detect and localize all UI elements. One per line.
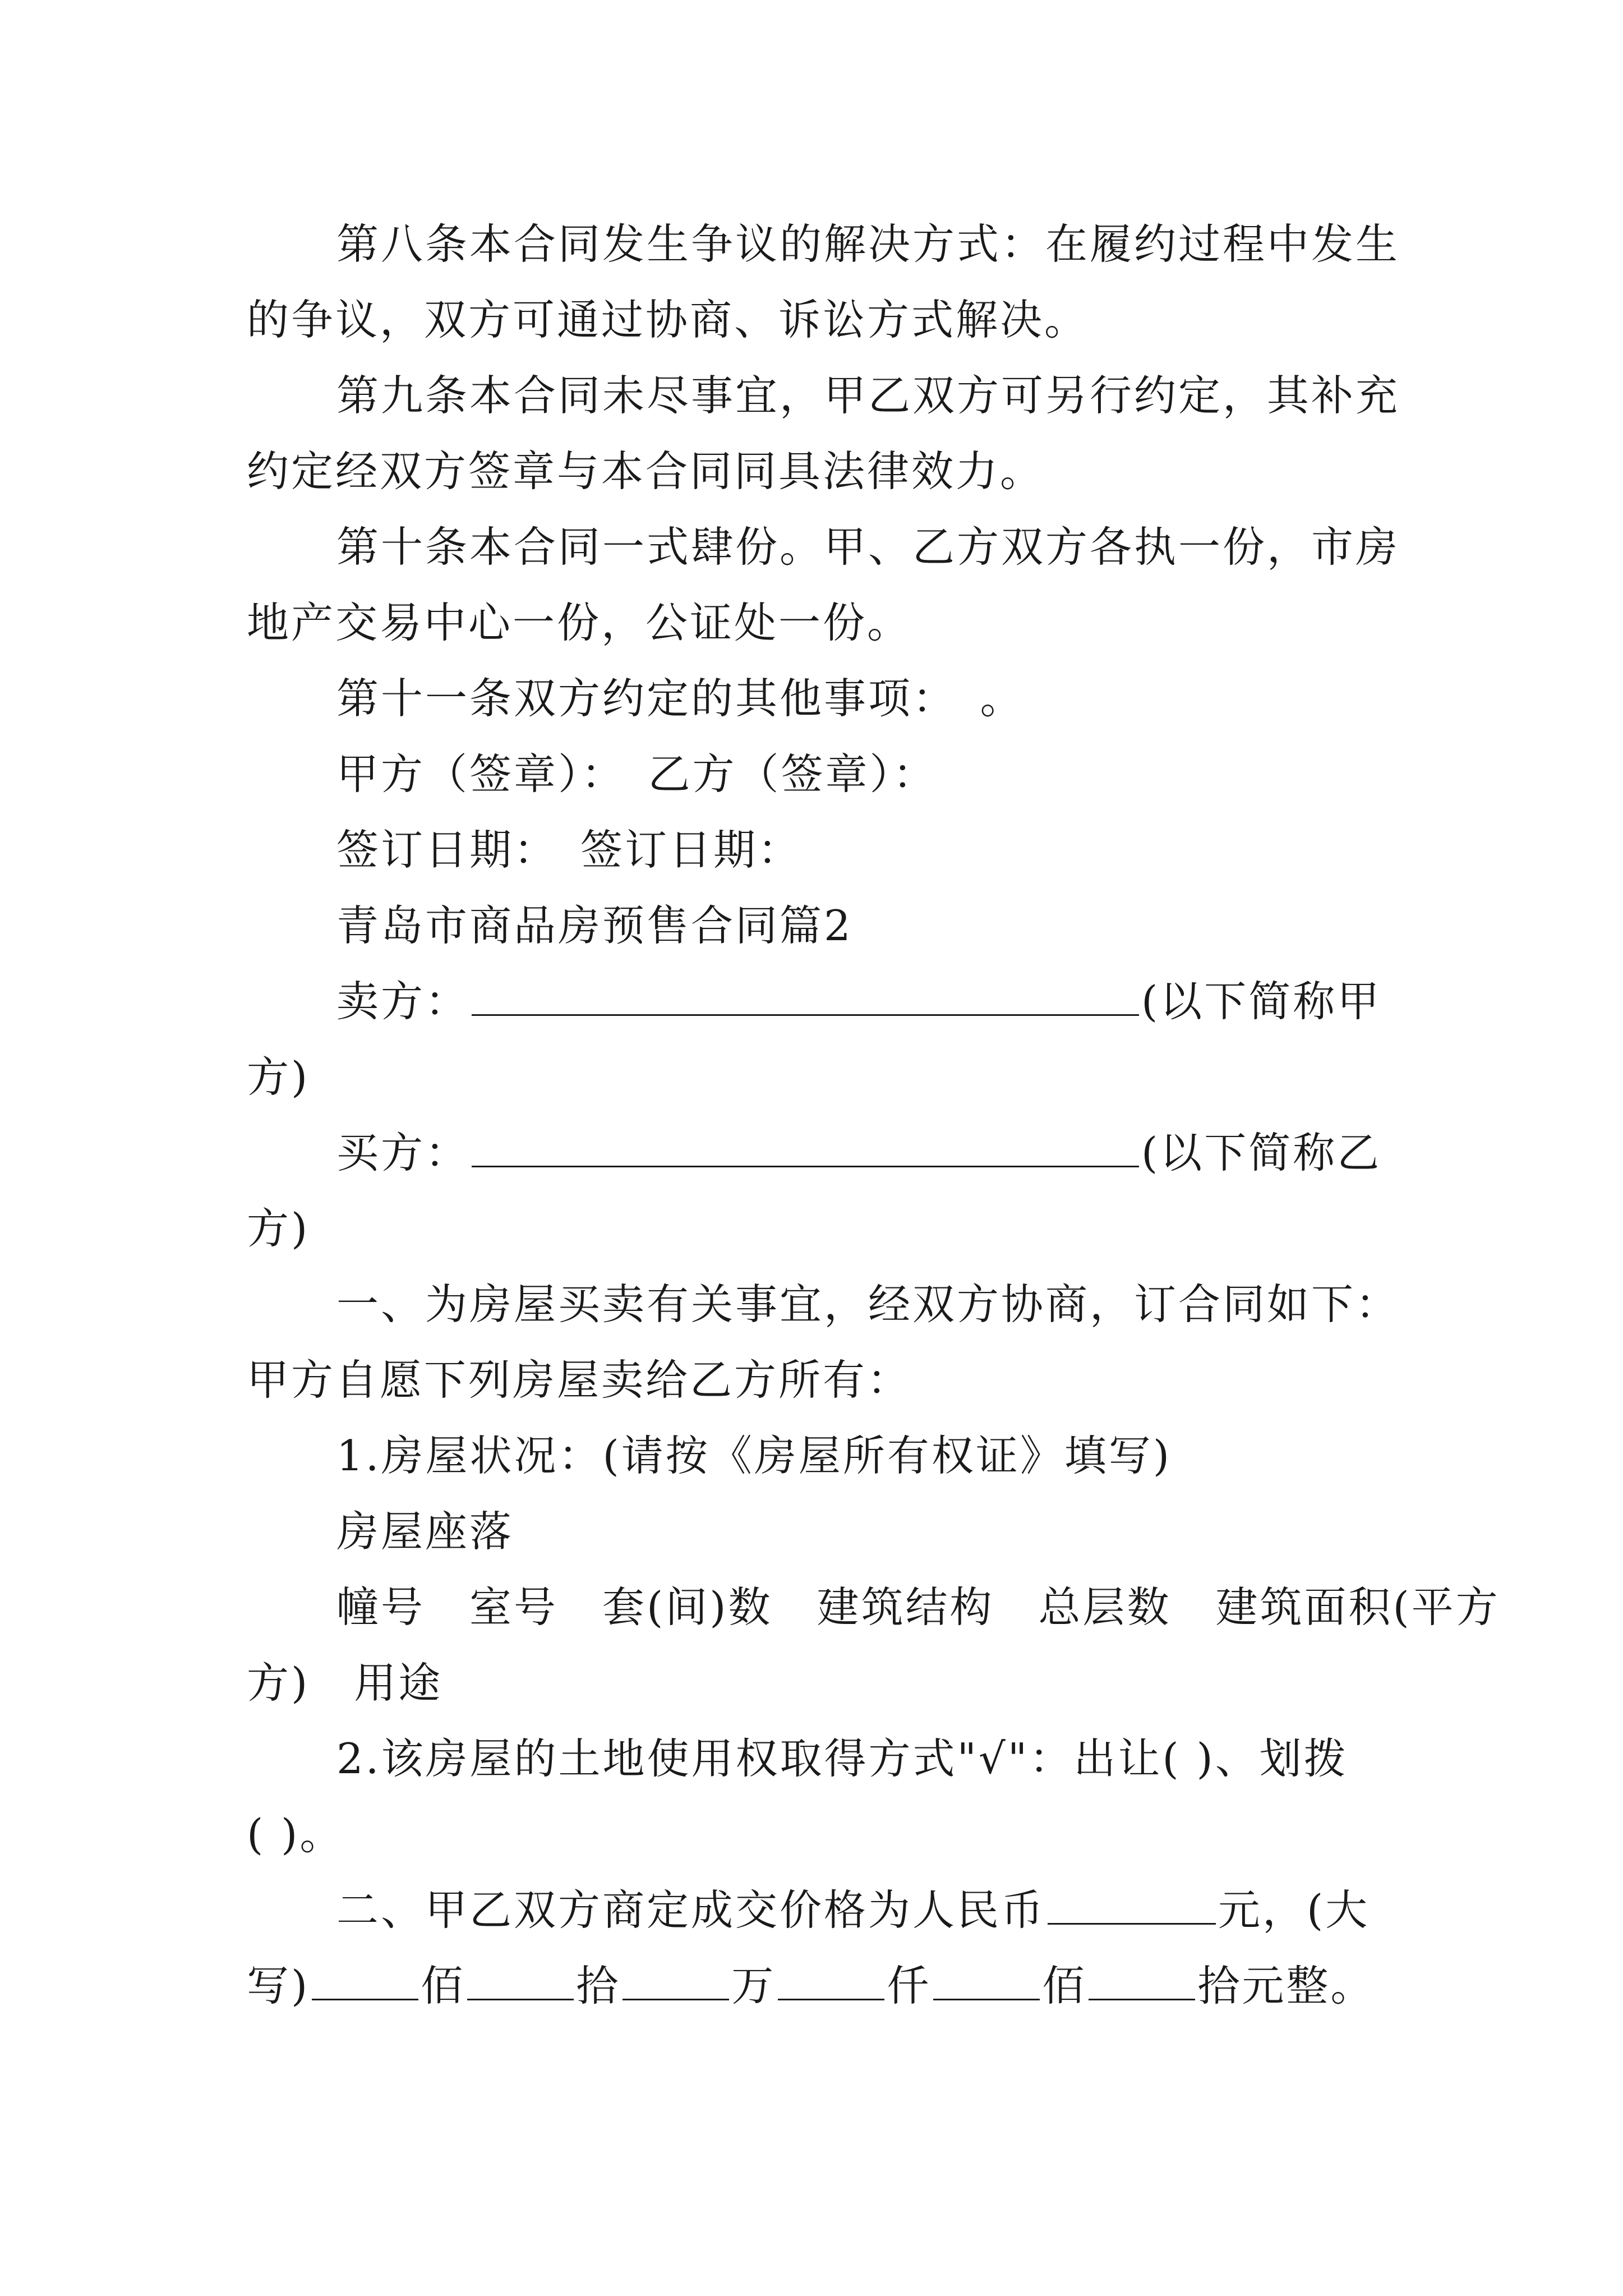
party-a-signature-label: 甲方（签章）： — [336, 749, 626, 799]
signature-line — [336, 746, 937, 802]
seller-line — [336, 973, 1381, 1029]
price-blank — [1048, 1883, 1216, 1925]
house-location-line: 房屋座落 — [336, 1507, 514, 1556]
seller-blank — [472, 974, 1139, 1016]
seller-label: 卖方： — [336, 977, 470, 1026]
unit-label-6: 拾元整。 — [1197, 1961, 1375, 2010]
seller-alias: (以下简称甲 — [1141, 977, 1382, 1026]
clause-11-line: 第十一条双方约定的其他事项： 。 — [336, 674, 1025, 723]
amount-blank-3 — [623, 1958, 729, 2000]
article-1-line-2: 甲方自愿下列房屋卖给乙方所有： — [247, 1355, 912, 1405]
buyer-label: 买方： — [336, 1128, 470, 1177]
clause-8-line-1: 第八条本合同发生争议的解决方式：在履约过程中发生 — [336, 219, 1400, 269]
seller-line-end: 方) — [247, 1052, 310, 1102]
clause-8-line-2: 的争议，双方可通过协商、诉讼方式解决。 — [247, 295, 1089, 344]
buyer-alias: (以下简称乙 — [1141, 1128, 1382, 1177]
house-fields-line-2: 方) 用途 — [247, 1658, 443, 1708]
amount-blank-6 — [1089, 1958, 1195, 2000]
party-b-sign-date-label: 签订日期： — [580, 825, 803, 875]
article-2-line-2 — [247, 1958, 1375, 2014]
land-use-line-2: ( )。 — [247, 1810, 344, 1859]
house-status-line: 1.房屋状况：(请按《房屋所有权证》填写) — [336, 1431, 1172, 1480]
sign-date-line — [336, 822, 802, 878]
unit-label-1: 佰 — [421, 1961, 465, 2010]
unit-label-2: 拾 — [576, 1961, 621, 2010]
clause-10-line-2: 地产交易中心一份，公证处一份。 — [247, 598, 912, 647]
buyer-blank — [472, 1125, 1139, 1167]
amount-blank-4 — [778, 1958, 884, 2000]
unit-label-4: 仟 — [887, 1961, 932, 2010]
land-use-line-1: 2.该房屋的土地使用权取得方式"√"：出让( )、划拨 — [336, 1734, 1348, 1783]
amount-blank-5 — [933, 1958, 1040, 2000]
uppercase-label: 写) — [247, 1961, 310, 2010]
price-label: 二、甲乙双方商定成交价格为人民币 — [336, 1885, 1046, 1935]
section-heading: 青岛市商品房预售合同篇2 — [336, 901, 853, 950]
house-fields-line-1: 幢号 室号 套(间)数 建筑结构 总层数 建筑面积(平方 — [336, 1582, 1500, 1632]
party-a-sign-date-label: 签订日期： — [336, 825, 559, 875]
clause-9-line-2: 约定经双方签章与本合同同具法律效力。 — [247, 447, 1045, 496]
price-unit: 元，(大 — [1218, 1885, 1370, 1935]
article-1-line-1: 一、为房屋买卖有关事宜，经双方协商，订合同如下： — [336, 1280, 1400, 1329]
buyer-line-end: 方) — [247, 1204, 310, 1253]
article-2-line-1 — [336, 1882, 1370, 1938]
clause-9-line-1: 第九条本合同未尽事宜，甲乙双方可另行约定，其补充 — [336, 371, 1400, 420]
amount-blank-2 — [467, 1958, 574, 2000]
amount-blank-1 — [312, 1958, 418, 2000]
party-b-signature-label: 乙方（签章）： — [648, 749, 938, 799]
unit-label-5: 佰 — [1042, 1961, 1087, 2010]
buyer-line — [336, 1125, 1381, 1181]
unit-label-3: 万 — [731, 1961, 776, 2010]
clause-10-line-1: 第十条本合同一式肆份。甲、乙方双方各执一份，市房 — [336, 522, 1400, 572]
